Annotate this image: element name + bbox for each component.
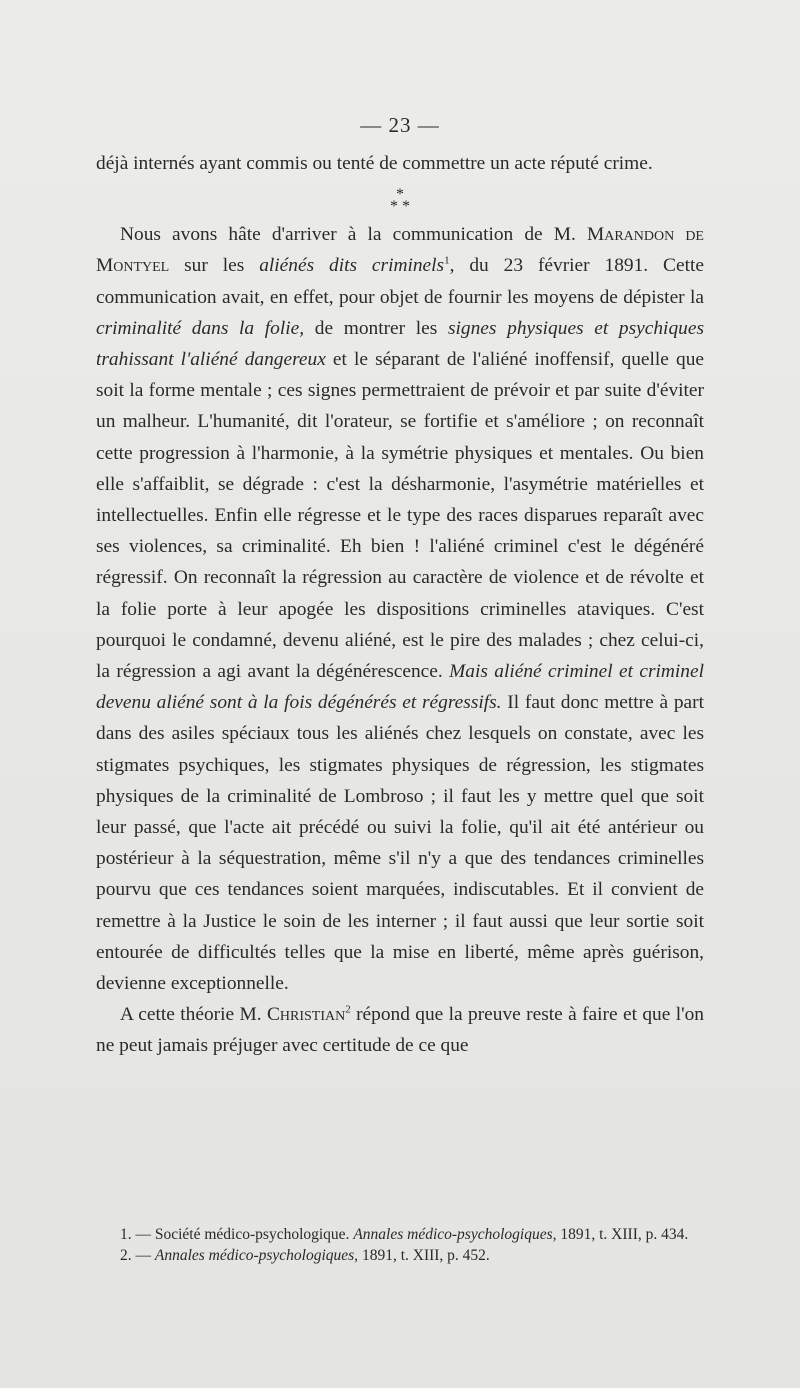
footnote-1 [96,1225,704,1246]
asterism-separator [96,179,704,219]
text-run: 1891, t. XIII, p. 452. [358,1246,490,1264]
author-name: Christian [266,1004,346,1026]
emphasis: Annales médico-psychologiques, [353,1226,557,1243]
body-text [96,148,704,1062]
text-run: Nous avons hâte d'arriver à la communication de M. [120,224,587,246]
footnote-number: 1. [120,1226,132,1243]
paragraph-1: déjà internés ayant commis ou tenté de commettre un acte réputé crime. [96,153,653,174]
text-run: — [131,1246,155,1264]
emphasis: Annales médico-psychologiques, [154,1246,359,1264]
author-name: Marandon de Montyel [96,224,704,277]
text-run: — Société médico-psychologique. [131,1226,354,1243]
emphasis: signes physiques et psychiques trahissant l'aliéné dangereux [96,317,704,371]
paragraph-2 [96,219,704,999]
footnote-2 [96,1246,704,1267]
text-run: Il faut donc mettre à part dans des asiles spéciaux tous les aliénés chez lesquels on constate, avec les stigmates psychiques, les stigmates physiques de régression, les stigmates physiques de la criminalité de Lombroso ; il faut les y mettre quel que soit leur passé, que l'acte ait précédé ou suivi la folie, qu'il ait été antérieur ou postérieur à la séquestration, même s'il n'y a que des tendances criminelles pourvu que ces tendances soient marquées, indiscutables. Et il convient de remettre à la Justice le soin de les interner ; il faut aussi que leur sortie soit entourée de difficultés telles que la mise en liberté, même après guérison, devienne exceptionnelle. [96,692,704,995]
text-run: , du 23 février 1891. Cette communication avait, en effet, pour objet de fournir les moyens de dépister la [96,255,704,308]
page-number: — 23 — [360,113,440,137]
text-run: A cette théorie M. [120,1004,267,1026]
footnote-ref: 2 [345,1003,351,1016]
emphasis: criminalité dans la folie, [96,317,305,339]
footnote-number: 2. [120,1246,132,1264]
work-title: aliénés dits criminels [259,255,445,277]
paragraph-3 [96,999,704,1061]
text-run: de montrer les [304,317,448,339]
text-run: sur les [169,255,260,277]
emphasis: Mais aliéné criminel et criminel devenu aliéné sont à la fois dégénérés et régressifs. [96,661,704,714]
text-run: répond que la preuve reste à faire et que l'on ne peut jamais préjuger avec certitude de ce que [96,1004,704,1057]
asterism-top: * [396,186,404,204]
asterism-bottom: * * [390,198,410,216]
footnote-ref: 1 [444,254,450,267]
text-run: 1891, t. XIII, p. 434. [556,1226,689,1243]
footnotes [96,1225,704,1266]
text-run: et le séparant de l'aliéné inoffensif, quelle que soit la forme mentale ; ces signes permettraient de prévoir et par suite d'éviter un malheur. L'humanité, dit l'orateur, se fortifie et s'améliore ; on reconnaît cette progression à l'harmonie, à la symétrie physiques et mentales. Ou bien elle s'affaiblit, se dégrade : c'est la désharmonie, l'asymétrie matérielles et intellectuelles. Enfin elle régresse et le type des races disparues reparaît avec ses violences, sa criminalité. Eh bien ! l'aliéné criminel c'est le dégénéré régressif. On reconnaît la régression au caractère de violence et de révolte et la folie porte à leur apogée les dispositions criminelles ataviques. C'est pourquoi le condamné, devenu aliéné, est le pire des malades ; chez celui-ci, la régression a agi avant la dégénérescence. [96,349,704,683]
